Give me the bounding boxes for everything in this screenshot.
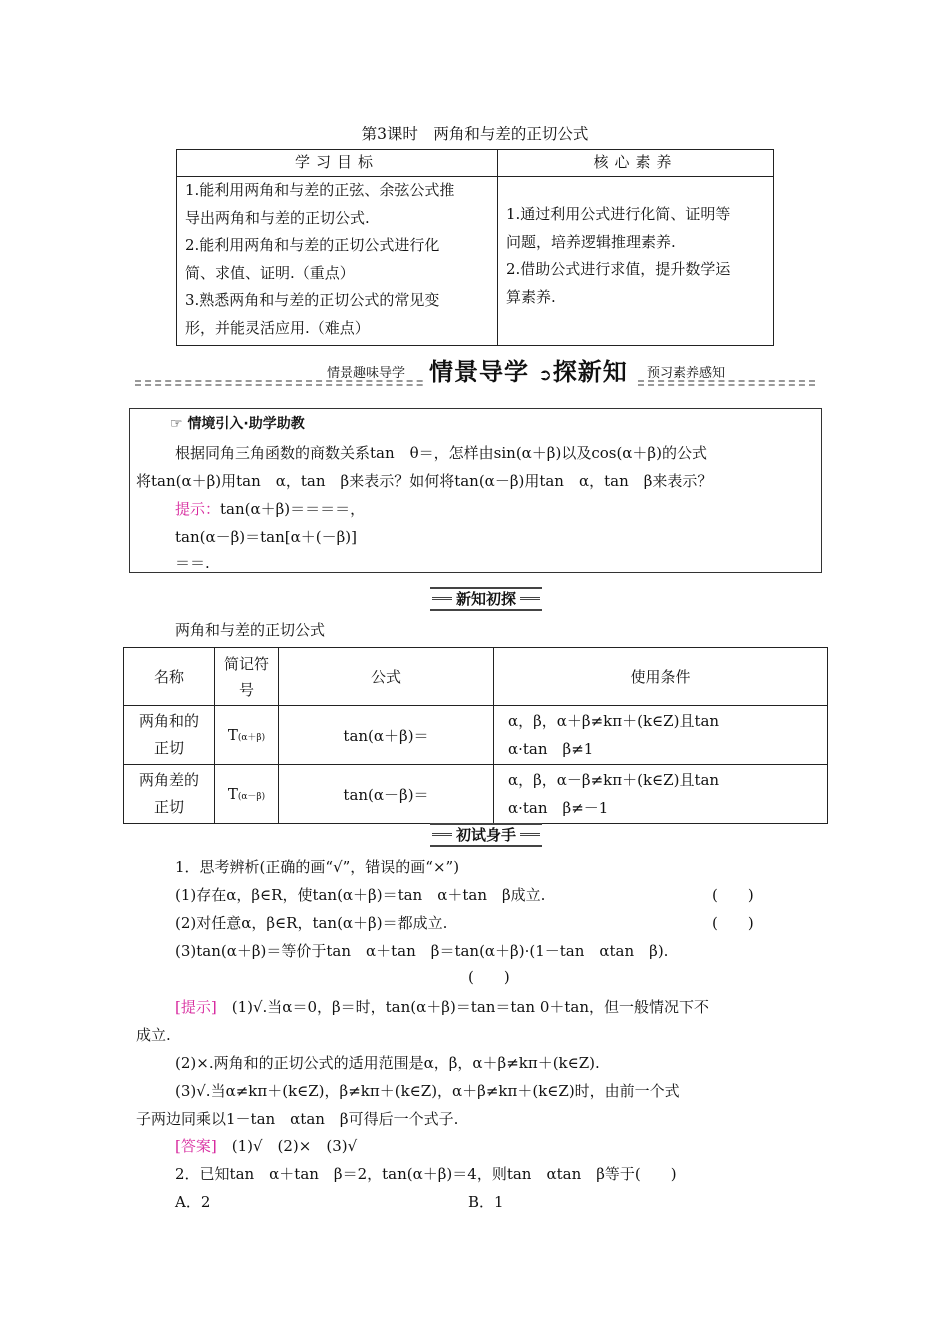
intro-box — [129, 408, 822, 573]
hint-line: 子两边同乘以1－tan αtan β可得后一个式子. — [136, 1110, 459, 1128]
banner-title: 情景导学 ➲探新知 — [423, 352, 634, 387]
answer-paren: ( ) — [468, 968, 510, 986]
question-2: 2．已知tan α＋tan β＝2，tan(α＋β)＝4，则tan αtan β等于( ) — [175, 1165, 677, 1183]
row-symbol: T(α－β) — [215, 765, 279, 824]
goal-line: 导出两角和与差的正切公式. — [185, 208, 370, 227]
formula-table — [123, 647, 828, 824]
page-title: 第3课时 两角和与差的正切公式 — [361, 125, 589, 143]
goal-line: 1.能利用两角和与差的正弦、余弦公式推 — [185, 181, 455, 199]
hint-line: 成立. — [136, 1026, 171, 1044]
row-formula: tan(α＋β)＝ — [279, 706, 494, 765]
answer-paren: ( ) — [712, 914, 754, 932]
goals-header-right: 核心素养 — [498, 150, 774, 177]
section-banner — [135, 352, 815, 386]
option-a: A．2 — [175, 1193, 211, 1211]
option-b: B．1 — [468, 1193, 504, 1211]
goals-header-left: 学习目标 — [177, 150, 498, 177]
th-formula: 公式 — [279, 648, 494, 706]
row-name: 两角和的正切 — [124, 706, 215, 765]
banner-left-text: 情景趣味导学 — [327, 366, 406, 381]
table-row — [124, 706, 828, 765]
th-symbol: 简记符号 — [215, 648, 279, 706]
th-condition: 使用条件 — [494, 648, 828, 706]
literacy-line: 2.借助公式进行求值，提升数学运 — [506, 260, 731, 278]
intro-line: 将tan(α＋β)用tan α，tan β来表示？如何将tan(α－β)用tan α，tan β来表示？ — [136, 472, 713, 490]
answer-paren: ( ) — [712, 886, 754, 904]
intro-line: tan(α－β)＝tan[α＋(－β)] — [175, 528, 357, 546]
intro-heading: ☞ 情境引入·助学助教 — [170, 416, 305, 432]
goal-line: 简、求值、证明.（重点） — [185, 263, 355, 282]
hint-line: (2)×.两角和的正切公式的适用范围是α，β，α＋β≠kπ＋(k∈Z). — [175, 1054, 600, 1072]
row-formula: tan(α－β)＝ — [279, 765, 494, 824]
goal-line: 2.能利用两角和与差的正切公式进行化 — [185, 236, 440, 254]
goal-line: 形，并能灵活应用.（难点） — [185, 318, 370, 337]
formula-intro: 两角和与差的正切公式 — [175, 621, 326, 639]
row-name: 两角差的正切 — [124, 765, 215, 824]
intro-line: 根据同角三角函数的商数关系tan θ＝，怎样由sin(α＋β)以及cos(α＋β)的公式 — [175, 444, 707, 462]
question-1-item: (3)tan(α＋β)＝等价于tan α＋tan β＝tan(α＋β)·(1－tan αtan β). — [175, 942, 669, 960]
intro-line: ＝＝. — [175, 554, 210, 572]
row-condition: α，β，α－β≠kπ＋(k∈Z)且tan α·tan β≠－1 — [494, 765, 828, 824]
table-row — [124, 765, 828, 824]
question-1: 1．思考辨析(正确的画“√”，错误的画“×”) — [175, 858, 460, 876]
section-badge-try: 初试身手 — [430, 823, 542, 847]
literacy-line: 1.通过利用公式进行化简、证明等 — [506, 205, 731, 223]
question-1-item: (2)对任意α，β∈R，tan(α＋β)＝都成立. — [175, 914, 448, 932]
row-condition: α，β，α＋β≠kπ＋(k∈Z)且tan α·tan β≠1 — [494, 706, 828, 765]
question-1-item: (1)存在α，β∈R，使tan(α＋β)＝tan α＋tan β成立. — [175, 886, 546, 904]
learning-goals-table — [176, 149, 774, 346]
hand-icon: ☞ — [170, 416, 183, 432]
banner-right-text: 预习素养感知 — [647, 366, 726, 381]
literacy-line: 算素养. — [506, 287, 556, 306]
th-name: 名称 — [124, 648, 215, 706]
literacy-line: 问题，培养逻辑推理素养. — [506, 232, 676, 251]
answer-line: [答案] (1)√ (2)× (3)√ — [175, 1137, 358, 1155]
goal-line: 3.熟悉两角和与差的正切公式的常见变 — [185, 291, 440, 309]
row-symbol: T(α＋β) — [215, 706, 279, 765]
hint-line: (3)√.当α≠kπ＋(k∈Z)，β≠kπ＋(k∈Z)，α＋β≠kπ＋(k∈Z)时，由前一个式 — [175, 1082, 680, 1100]
hint-line: [提示] (1)√.当α＝0，β＝时，tan(α＋β)＝tan＝tan 0＋tan，但一般情况下不 — [175, 998, 709, 1016]
intro-hint: 提示：tan(α＋β)＝＝＝＝， — [175, 500, 366, 518]
section-badge-new: 新知初探 — [430, 587, 542, 611]
